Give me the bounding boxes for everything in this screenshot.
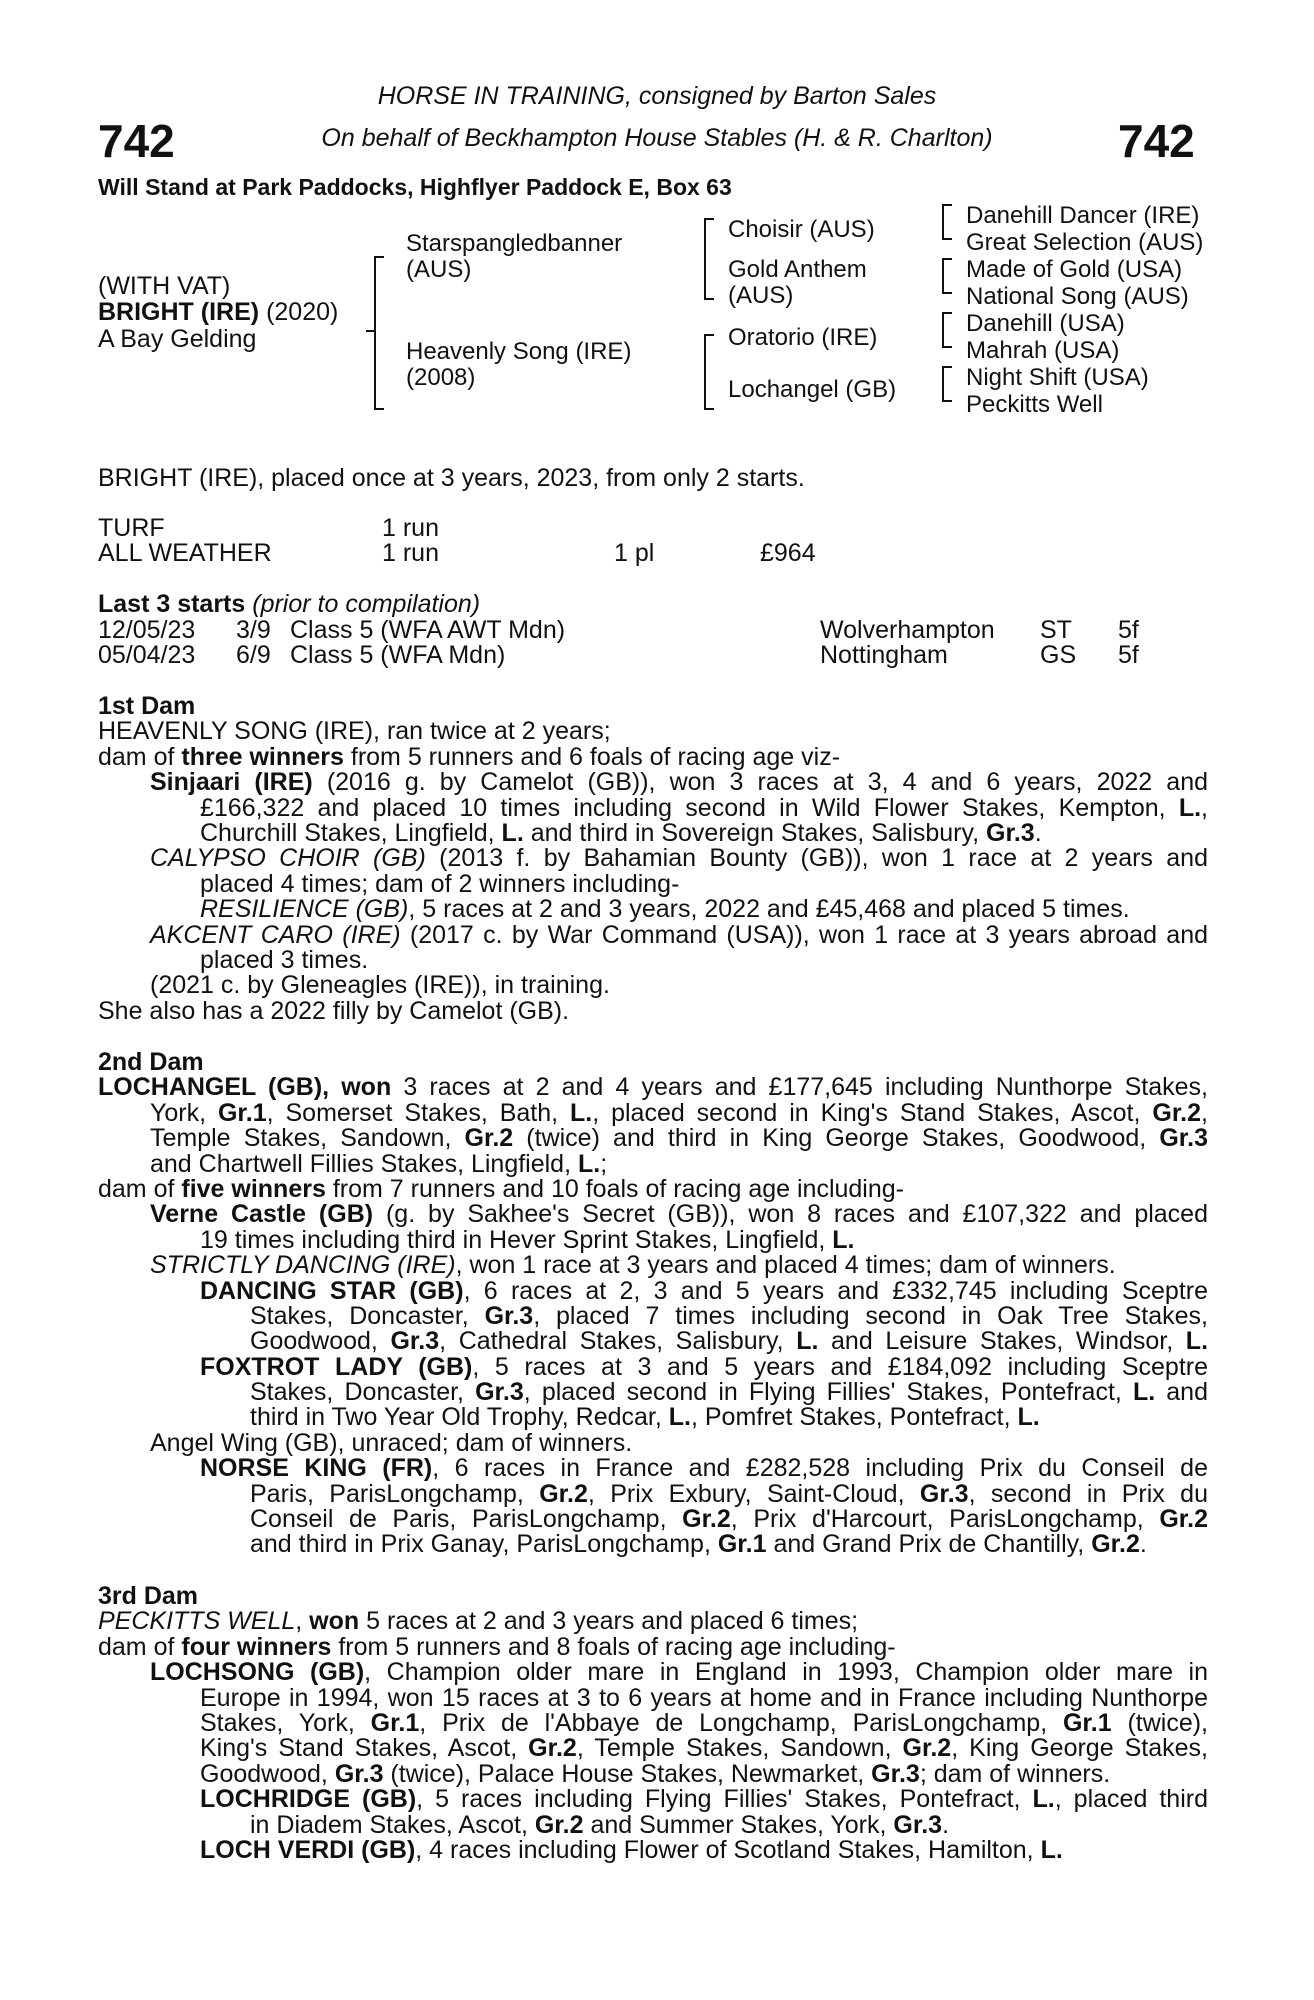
produce-dancing-star: [98, 1276, 1208, 1305]
produce-foxtrot: [98, 1352, 1208, 1381]
horse-name: BRIGHT (IRE): [98, 298, 260, 326]
text-run: , second in Prix du: [968, 1479, 1208, 1508]
text-run: £166,322 and placed 10 times including second in Wild Flower Stakes, Kempton,: [200, 793, 1179, 822]
group-badge: Gr.2: [528, 1734, 577, 1763]
pedigree-gen3-5: Danehill (USA): [966, 310, 1125, 337]
produce-sinjaari-cont: [98, 793, 1208, 822]
produce-norse-king: [98, 1456, 1208, 1481]
produce-foxtrot-cont: [98, 1405, 1208, 1430]
text-run: Stakes, York,: [200, 1708, 371, 1737]
pedigree-sire: Starspangledbanner: [406, 230, 623, 257]
pedigree-gen3-6: Mahrah (USA): [966, 337, 1120, 364]
text-run: in Diadem Stakes, Ascot,: [250, 1810, 535, 1839]
group-badge: Gr.1: [217, 1098, 267, 1127]
text-run: third in Two Year Old Trophy, Redcar,: [250, 1403, 669, 1432]
text-run: (2016 g. by Camelot (GB)), won 3 races at 3, 4 and 6 years, 2022 and: [312, 768, 1208, 797]
group-badge: Gr.3: [484, 1301, 534, 1330]
produce-akcent-cont: placed 3 times.: [200, 945, 369, 974]
pedigree-gen3-3: Made of Gold (USA): [966, 256, 1183, 283]
first-dam-heading: 1st Dam: [98, 692, 196, 720]
group-badge: Gr.2: [682, 1505, 731, 1534]
pedigree-gen3-2: Great Selection (AUS): [966, 229, 1204, 256]
group-badge: Gr.3: [334, 1759, 384, 1788]
first-dam-line: HEAVENLY SONG (IRE), ran twice at 2 years;: [98, 717, 611, 746]
group-badge: Gr.2: [1091, 1530, 1140, 1559]
produce-dancing-star-cont: [98, 1301, 1208, 1330]
dancing-star-name: DANCING STAR (GB): [200, 1276, 464, 1305]
group-badge: Gr.3: [1159, 1124, 1209, 1153]
third-dam-produce: [98, 1632, 1208, 1661]
start-distance: 5f: [1118, 641, 1139, 669]
akcent-name: AKCENT CARO (IRE): [150, 920, 401, 949]
text-run: and Chartwell Fillies Stakes, Lingfield,: [150, 1149, 578, 1178]
listed-badge: L.: [1132, 1378, 1156, 1407]
pedigree-dam: Heavenly Song (IRE): [406, 338, 632, 365]
text-run: , Prix de l'Abbaye de Longchamp, ParisLongchamp,: [419, 1708, 1063, 1737]
text-run: , Cathedral Stakes, Salisbury,: [439, 1327, 797, 1356]
listed-badge: L.: [1040, 1835, 1063, 1864]
text-run: , Somerset Stakes, Bath,: [266, 1098, 570, 1127]
produce-lochsong-cont: [98, 1708, 1209, 1737]
group-badge: Gr.2: [1152, 1098, 1202, 1127]
produce-lochsong: [98, 1660, 1208, 1685]
group-badge: Gr.1: [1062, 1708, 1112, 1737]
listed-badge: L.: [832, 1225, 855, 1254]
listed-badge: L.: [577, 1149, 601, 1178]
header-vendor: On behalf of Beckhampton House Stables (H. & R. Charlton): [321, 124, 993, 152]
start-position: 6/9: [236, 641, 271, 669]
second-dam-cont: [98, 1149, 1208, 1178]
won-label: won: [309, 1607, 360, 1636]
text-run: ,: [295, 1607, 310, 1636]
last-starts-note: (prior to compilation): [252, 590, 481, 618]
pedigree-sire-dam-country: (AUS): [728, 282, 794, 309]
produce-foxtrot-cont: [98, 1380, 1208, 1405]
start-distance: 5f: [1118, 616, 1139, 644]
produce-lochridge: [98, 1787, 1208, 1812]
text-run: Goodwood,: [250, 1327, 391, 1356]
produce-lochridge-cont: [98, 1810, 1208, 1839]
text-run: ;: [600, 1149, 608, 1178]
produce-verne: [98, 1202, 1208, 1227]
text-run: (2013 f. by Bahamian Bounty (GB)), won 1 race at 2 years and: [425, 844, 1208, 873]
second-dam-produce: [98, 1174, 1208, 1203]
listed-badge: L.: [796, 1327, 819, 1356]
text-run: Conseil de Paris, ParisLongchamp,: [250, 1505, 683, 1534]
lot-number-left: 742: [98, 115, 175, 167]
pedigree-brace-dd: [942, 366, 952, 402]
second-dam-cont: [98, 1098, 1208, 1127]
pedigree-gen3-1: Danehill Dancer (IRE): [966, 202, 1200, 229]
lot-number-right: 742: [1118, 115, 1195, 167]
start-course: Nottingham: [820, 641, 948, 669]
horse-name-line: [98, 300, 338, 326]
group-badge: Gr.2: [902, 1734, 952, 1763]
pedigree-gen3-7: Night Shift (USA): [966, 364, 1149, 391]
produce-sinjaari: [98, 770, 1208, 795]
horse-year: (2020): [266, 298, 339, 326]
text-run: (twice) and third in King George Stakes, Goodwood,: [513, 1124, 1160, 1153]
resilience-name: RESILIENCE (GB): [200, 895, 409, 924]
text-run: 3 races at 2 and 4 years and £177,645 including Nunthorpe Stakes,: [391, 1073, 1208, 1102]
sinjaari-name: Sinjaari (IRE): [150, 768, 313, 797]
produce-angel-wing: Angel Wing (GB), unraced; dam of winners.: [150, 1428, 633, 1457]
pedigree-brace-ds: [942, 312, 952, 348]
group-badge: Gr.3: [871, 1759, 920, 1788]
group-badge: Gr.1: [370, 1708, 420, 1737]
text-run: and: [1155, 1378, 1208, 1407]
peckitts-well-name: PECKITTS WELL: [98, 1607, 296, 1636]
third-dam-line: [98, 1609, 1208, 1634]
text-run: dam of: [98, 1632, 182, 1661]
listed-badge: L.: [570, 1098, 593, 1127]
start-going: ST: [1040, 616, 1072, 644]
text-run: , 6 races at 2, 3 and 5 years and £332,745 including Sceptre: [463, 1276, 1208, 1305]
text-run: .: [1139, 1530, 1147, 1559]
first-dam-section: [98, 694, 1208, 1024]
text-run: , 5 races at 2 and 3 years, 2022 and £45,468 and placed 5 times.: [408, 895, 1130, 924]
listed-badge: L.: [668, 1403, 691, 1432]
text-run: and third in Sovereign Stakes, Salisbury,: [523, 818, 987, 847]
text-run: , placed 7 times including second in Oak Tree Stakes,: [533, 1301, 1208, 1330]
text-run: .: [1034, 818, 1042, 847]
lochsong-name: LOCHSONG (GB): [150, 1658, 365, 1687]
start-race: Class 5 (WFA AWT Mdn): [290, 616, 566, 644]
lochridge-name: LOCHRIDGE (GB): [200, 1785, 417, 1814]
produce-calypso: [98, 846, 1208, 871]
produce-sinjaari-cont: [98, 818, 1208, 847]
text-run: ; dam of winners.: [919, 1759, 1111, 1788]
produce-norse-king-cont: [98, 1507, 1208, 1532]
text-run: (2017 c. by War Command (USA)), won 1 race at 3 years abroad and: [400, 920, 1208, 949]
text-run: Temple Stakes, Sandown,: [150, 1124, 465, 1153]
produce-strictly: [98, 1253, 1208, 1278]
text-run: and third in Prix Ganay, ParisLongchamp,: [250, 1530, 718, 1559]
produce-norse-king-cont: [98, 1479, 1208, 1508]
text-run: from 7 runners and 10 foals of racing age including-: [325, 1174, 904, 1203]
header-consignor: HORSE IN TRAINING, consigned by Barton Sales: [377, 82, 937, 110]
last-starts-heading: [98, 592, 480, 618]
winners-count: five winners: [181, 1174, 326, 1203]
group-badge: Gr.3: [893, 1810, 943, 1839]
stable-location: Will Stand at Park Paddocks, Highflyer Paddock E, Box 63: [98, 174, 732, 200]
text-run: , placed second in King's Stand Stakes, Ascot,: [592, 1098, 1153, 1127]
text-run: and Summer Stakes, York,: [583, 1810, 894, 1839]
third-dam-section: [98, 1584, 1208, 1863]
text-run: Stakes, Doncaster,: [250, 1301, 485, 1330]
second-dam-heading: 2nd Dam: [98, 1048, 204, 1076]
pedigree-sire-country: (AUS): [406, 256, 472, 283]
produce-verne-cont: [98, 1225, 1208, 1254]
produce-lochsong-cont: [98, 1759, 1208, 1788]
start-position: 3/9: [236, 616, 271, 644]
norse-king-name: NORSE KING (FR): [200, 1454, 433, 1483]
second-dam-cont: [98, 1126, 1208, 1151]
pedigree-brace-ss: [942, 204, 952, 240]
strictly-name: STRICTLY DANCING (IRE): [150, 1251, 456, 1280]
pedigree-brace-main: [374, 256, 384, 410]
produce-norse-king-cont: [98, 1532, 1208, 1557]
produce-lochsong-cont: [98, 1736, 1208, 1761]
text-run: 19 times including third in Hever Sprint Stakes, Lingfield,: [200, 1225, 833, 1254]
text-run: , Prix d'Harcourt, ParisLongchamp,: [730, 1505, 1160, 1534]
listed-badge: L.: [1185, 1327, 1209, 1356]
text-run: Stakes, Doncaster,: [250, 1378, 476, 1407]
pedigree-gen3-8: Peckitts Well: [966, 391, 1103, 418]
produce-loch-verdi: [98, 1835, 1208, 1864]
third-dam-heading: 3rd Dam: [98, 1582, 199, 1610]
listed-badge: L.: [1017, 1403, 1040, 1432]
second-dam-section: [98, 1050, 1208, 1558]
last-starts-title: Last 3 starts: [98, 590, 246, 618]
pedigree-dam-dam: Lochangel (GB): [728, 376, 897, 403]
text-run: (g. by Sakhee's Secret (GB)), won 8 races and £107,322 and placed: [373, 1200, 1208, 1229]
text-run: Paris, ParisLongchamp,: [250, 1479, 540, 1508]
pedigree-sire-dam: Gold Anthem: [728, 256, 867, 283]
group-badge: Gr.2: [534, 1810, 584, 1839]
text-run: .: [942, 1810, 950, 1839]
winners-count: four winners: [181, 1632, 332, 1661]
text-run: and Grand Prix de Chantilly,: [766, 1530, 1092, 1559]
group-badge: Gr.3: [919, 1479, 969, 1508]
record-placed-aw: 1 pl: [614, 539, 655, 567]
text-run: ,: [1201, 793, 1208, 822]
text-run: , placed third: [1054, 1785, 1208, 1814]
text-run: , Temple Stakes, Sandown,: [576, 1734, 903, 1763]
group-badge: Gr.3: [986, 818, 1035, 847]
text-run: , King George Stakes,: [951, 1734, 1208, 1763]
race-summary: BRIGHT (IRE), placed once at 3 years, 2023, from only 2 starts.: [98, 464, 805, 492]
record-surface-aw: ALL WEATHER: [98, 539, 272, 567]
pedigree-gen3-4: National Song (AUS): [966, 283, 1189, 310]
text-run: (twice),: [1111, 1708, 1209, 1737]
second-dam-line: LOCHANGEL (GB), won 3 races at 2 and 4 years and £177,645 including Nunthorpe Stakes,: [98, 1073, 1208, 1102]
pedigree-dam-sire: Oratorio (IRE): [728, 324, 878, 351]
group-badge: Gr.2: [1159, 1505, 1208, 1534]
text-run: , 5 races including Flying Fillies' Stakes, Pontefract,: [416, 1785, 1033, 1814]
text-run: 5 races at 2 and 3 years and placed 6 times;: [359, 1607, 859, 1636]
start-going: GS: [1040, 641, 1077, 669]
start-course: Wolverhampton: [820, 616, 995, 644]
vat-note: (WITH VAT): [98, 272, 231, 300]
text-run: , Pomfret Stakes, Pontefract,: [690, 1403, 1018, 1432]
verne-name: Verne Castle (GB): [150, 1200, 374, 1229]
foxtrot-name: FOXTROT LADY (GB): [200, 1352, 473, 1381]
text-run: from 5 runners and 8 foals of racing age including-: [331, 1632, 896, 1661]
record-surface-turf: TURF: [98, 514, 165, 542]
text-run: , won 1 race at 3 years and placed 4 times; dam of winners.: [455, 1251, 1116, 1280]
listed-badge: L.: [1032, 1785, 1055, 1814]
loch-verdi-name: LOCH VERDI (GB): [200, 1835, 416, 1864]
text-run: dam of: [98, 1174, 182, 1203]
pedigree-sire-sire: Choisir (AUS): [728, 216, 875, 243]
start-date: 12/05/23: [98, 616, 196, 644]
group-badge: Gr.1: [717, 1530, 767, 1559]
start-race: Class 5 (WFA Mdn): [290, 641, 506, 669]
text-run: , Champion older mare in England in 1993, Champion older mare in: [364, 1658, 1208, 1687]
listed-badge: L.: [1178, 793, 1202, 822]
text-run: , placed second in Flying Fillies' Stakes, Pontefract,: [523, 1378, 1133, 1407]
pedigree-dam-year: (2008): [406, 364, 476, 391]
produce-2021-colt: (2021 c. by Gleneagles (IRE)), in training.: [150, 971, 610, 1000]
pedigree-brace-sire: [704, 218, 714, 300]
text-run: (twice), Palace House Stakes, Newmarket,: [383, 1759, 872, 1788]
lochangel-name: LOCHANGEL (GB): [98, 1073, 323, 1102]
group-badge: Gr.2: [539, 1479, 588, 1508]
text-run: , 6 races in France and £282,528 including Prix du Conseil de: [432, 1454, 1208, 1483]
text-run: , 5 races at 3 and 5 years and £184,092 including Sceptre: [472, 1352, 1208, 1381]
text-run: and Leisure Stakes, Windsor,: [818, 1327, 1186, 1356]
text-run: York,: [150, 1098, 218, 1127]
text-run: , 4 races including Flower of Scotland Stakes, Hamilton,: [415, 1835, 1041, 1864]
text-run: Churchill Stakes, Lingfield,: [200, 818, 502, 847]
text-run: Goodwood,: [200, 1759, 335, 1788]
record-runs-turf: 1 run: [382, 514, 439, 542]
record-prize-aw: £964: [760, 539, 816, 567]
text-run: , Prix Exbury, Saint-Cloud,: [587, 1479, 920, 1508]
produce-calypso-cont: placed 4 times; dam of 2 winners including-: [200, 869, 680, 898]
group-badge: Gr.2: [464, 1124, 514, 1153]
start-date: 05/04/23: [98, 641, 196, 669]
produce-2022-filly: She also has a 2022 filly by Camelot (GB).: [98, 996, 570, 1025]
pedigree-brace-sd: [942, 258, 952, 294]
text-run: ,: [1201, 1098, 1208, 1127]
first-dam-produce: [98, 742, 1208, 771]
pedigree-brace-main-tip: [366, 330, 374, 332]
group-badge: Gr.3: [475, 1378, 524, 1407]
calypso-name: CALYPSO CHOIR (GB): [150, 844, 426, 873]
record-runs-aw: 1 run: [382, 539, 439, 567]
listed-badge: L.: [501, 818, 524, 847]
horse-description: A Bay Gelding: [98, 325, 257, 353]
text-run: King's Stand Stakes, Ascot,: [200, 1734, 529, 1763]
produce-akcent: [98, 920, 1208, 949]
produce-resilience: [98, 897, 1208, 922]
winners-count: three winners: [181, 742, 344, 771]
produce-dancing-star-cont: [98, 1329, 1208, 1354]
produce-lochsong-cont: Europe in 1994, won 15 races at 3 to 6 years at home and in France including Nunthorpe: [200, 1683, 1208, 1712]
pedigree-brace-dam: [704, 334, 714, 410]
won-label: won: [341, 1073, 392, 1102]
group-badge: Gr.3: [390, 1327, 440, 1356]
text-run: from 5 runners and 6 foals of racing age viz-: [343, 742, 841, 771]
text-run: dam of: [98, 742, 182, 771]
